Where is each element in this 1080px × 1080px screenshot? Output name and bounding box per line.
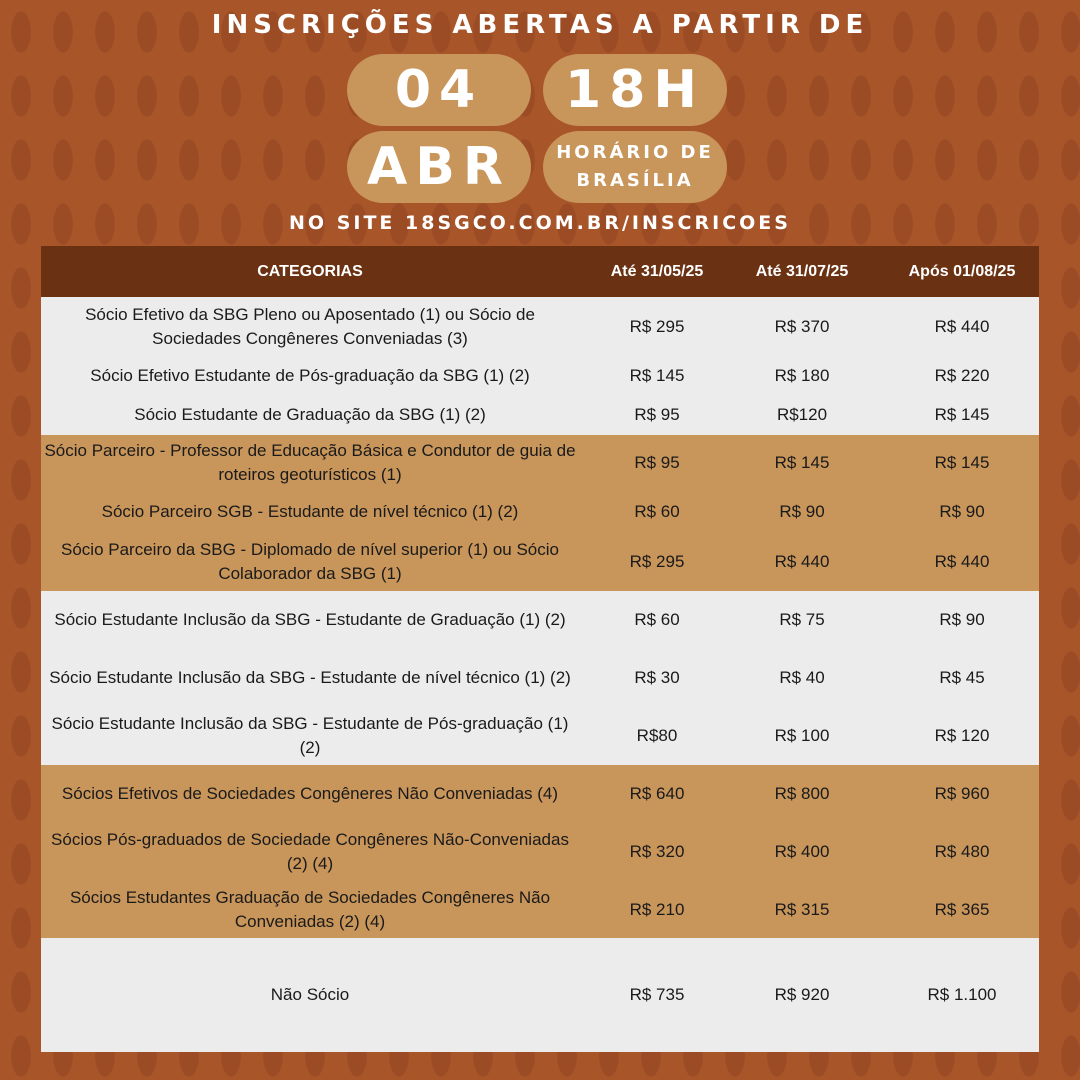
category-cell: Sócio Parceiro - Professor de Educação Básica e Condutor de guia de roteiros geoturísticos (1) [44,441,576,484]
price-cell: R$ 220 [934,366,990,385]
price-cell: R$ 800 [774,784,830,803]
table-row [41,823,1039,881]
category-cell: Sócio Estudante Inclusão da SBG - Estudante de nível técnico (1) (2) [49,668,571,687]
category-cell: Sócio Efetivo Estudante de Pós-graduação da SBG (1) (2) [90,366,530,385]
price-cell: R$ 90 [779,501,825,521]
price-table [41,246,1039,1052]
price-cell: R$ 145 [934,453,990,472]
price-cell: R$ 145 [629,366,685,385]
category-cell: Sócio Parceiro SGB - Estudante de nível técnico (1) (2) [101,501,519,521]
price-cell: R$ 75 [779,610,825,629]
price-cell: R$ 440 [934,551,990,571]
price-cell: R$ 145 [774,453,830,472]
price-cell: R$ 100 [774,726,830,745]
category-cell: Sócio Estudante de Graduação da SBG (1) (2) [134,405,486,424]
price-cell: R$ 30 [634,668,680,687]
column-header-categorias: CATEGORIAS [257,262,363,280]
price-cell: R$ 315 [774,899,830,919]
site-url: NO SITE 18SGCO.COM.BR/INSCRICOES [289,212,791,234]
category-cell: Sócios Pós-graduados de Sociedade Congêneres Não-Conveniadas (2) (4) [51,830,569,873]
table-row [41,491,1039,532]
category-cell: Sócios Estudantes Graduação de Sociedades Congêneres Não Conveniadas (2) (4) [69,887,551,931]
price-cell: R$ 920 [774,985,830,1004]
category-cell: Não Sócio [270,985,350,1004]
table-row [41,395,1039,435]
category-cell: Sócio Parceiro da SBG - Diplomado de nível superior (1) ou Sócio Colaborador da SBG (1) [61,539,559,583]
table-header [41,246,1039,297]
price-cell: R$ 960 [934,784,990,803]
table-row [41,881,1039,938]
timezone-line-1: HORÁRIO DE [556,142,714,163]
price-cell: R$ 480 [934,842,990,861]
table-row [41,532,1039,591]
time-badge: 18H [543,54,727,126]
table-row [41,765,1039,823]
price-cell: R$ 295 [629,317,685,336]
price-cell: R$ 735 [629,985,685,1004]
page-title: INSCRIÇÕES ABERTAS A PARTIR DE [211,10,869,40]
table-row [41,297,1039,357]
timezone-line-2: BRASÍLIA [576,170,694,191]
price-cell: R$ 45 [939,668,985,687]
category-cell: Sócio Estudante Inclusão da SBG - Estudante de Pós-graduação (1) (2) [51,714,569,757]
date-day-badge: 04 [347,54,531,126]
price-cell: R$ 370 [774,317,830,336]
price-cell: R$ 365 [934,899,990,919]
price-cell: R$ 90 [939,610,985,629]
category-cell: Sócios Efetivos de Sociedades Congêneres Não Conveniadas (4) [61,784,559,803]
column-header-period-1: Até 31/05/25 [610,262,704,280]
table-row [41,435,1039,491]
price-cell: R$ 95 [634,405,680,424]
price-cell: R$ 400 [774,842,830,861]
price-cell: R$ 95 [634,453,680,472]
price-cell: R$ 210 [629,899,685,919]
price-cell: R$ 40 [779,668,825,687]
price-cell: R$ 440 [934,317,990,336]
price-cell: R$ 120 [934,726,990,745]
price-cell: R$ 60 [634,610,680,629]
price-cell: R$ 60 [634,501,680,521]
price-cell: R$ 180 [774,366,830,385]
category-cell: Sócio Estudante Inclusão da SBG - Estudante de Graduação (1) (2) [54,610,566,629]
table-row [41,649,1039,707]
price-cell: R$ 145 [934,405,990,424]
price-cell: R$120 [776,405,828,424]
column-header-period-3: Após 01/08/25 [908,262,1016,280]
table-row [41,707,1039,765]
column-header-period-2: Até 31/07/25 [755,262,849,280]
timezone-badge [543,131,727,203]
table-row [41,357,1039,395]
price-cell: R$ 640 [629,784,685,803]
price-cell: R$ 295 [629,551,685,571]
date-month-badge: ABR [347,131,531,203]
price-cell: R$ 1.100 [927,985,997,1004]
table-row [41,938,1039,1052]
table-row [41,591,1039,649]
price-cell: R$ 90 [939,501,985,521]
price-cell: R$ 320 [629,842,685,861]
category-cell: Sócio Efetivo da SBG Pleno ou Aposentado (1) ou Sócio de Sociedades Congêneres Conveniadas (3) [85,305,535,348]
price-cell: R$80 [636,726,678,745]
price-cell: R$ 440 [774,551,830,571]
